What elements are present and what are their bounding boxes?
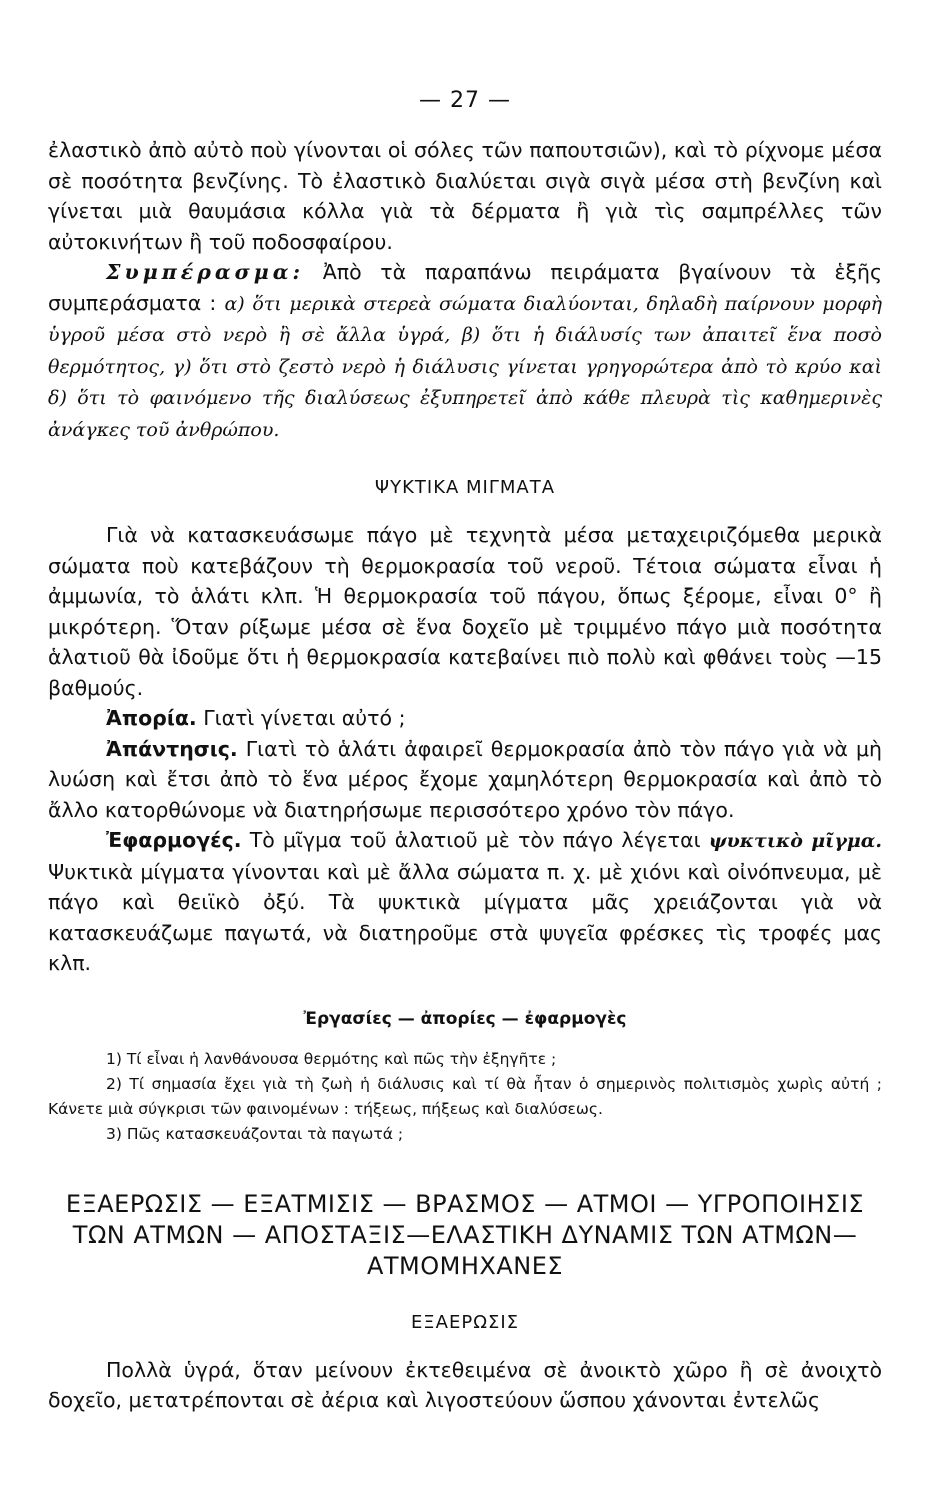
applications-text-1: Τὸ μῖγμα τοῦ ἁλατιοῦ μὲ τὸν πάγο λέγεται	[241, 828, 709, 852]
conclusion-text: Ἀπὸ τὰ παραπάνω πειράματα βγαίνουν τὰ ἑξῆς συμπεράσματα :	[48, 260, 882, 315]
paragraph-rubber-glue: ἐλαστικὸ ἀπὸ αὐτὸ ποὺ γίνονται οἱ σόλες τῶν παπουτσιῶν), καὶ τὸ ρίχνομε μέσα σὲ ποσότητα βενζίνης. Τὸ ἐλαστικὸ διαλύεται σιγὰ σιγὰ μέσα στὴ βενζίνη καὶ γίνεται μιὰ θαυμάσια κόλλα γιὰ τὰ δέρματα ἢ γιὰ τὶς σαμπρέλλες τῶν αὐτοκινήτων ἢ τοῦ ποδοσφαίρου.	[48, 138, 882, 254]
applications-term: ψυκτικὸ μῖγμα.	[708, 830, 883, 852]
question-label: Ἀπορία.	[106, 706, 197, 730]
paragraph-answer	[48, 734, 882, 826]
paragraph-evaporation: Πολλὰ ὑγρά, ὅταν μείνουν ἐκτεθειμένα σὲ ἀνοικτὸ χῶρο ἢ σὲ ἀνοιχτὸ δοχεῖο, μετατρέπονται σὲ ἀέρια καὶ λιγοστεύουν ὥσπου χάνονται ἐντελῶς	[48, 1357, 882, 1412]
question-text: Γιατὶ γίνεται αὐτό ;	[196, 706, 406, 730]
answer-label: Ἀπάντησις.	[106, 736, 238, 761]
heading-evaporation: ΕΞΑΕΡΩΣΙΣ	[410, 1311, 520, 1333]
paragraph-conclusion	[48, 257, 882, 445]
exercise-item-2: 2) Τί σημασία ἔχει γιὰ τὴ ζωὴ ἡ διάλυσις καὶ τί θὰ ἦταν ὁ σημερινὸς πολιτισμὸς χωρὶς αὐτή ; Κάνετε μιὰ σύγκρισι τῶν φαινομένων : τήξεως, πήξεως καὶ διαλύσεως.	[48, 1074, 882, 1118]
heading-cooling-mixtures: ΨΥΚΤΙΚΑ ΜΙΓΜΑΤΑ	[374, 477, 556, 498]
answer-text: Γιατὶ τὸ ἁλάτι ἀφαιρεῖ θερμοκρασία ἀπὸ τὸν πάγο γιὰ νὰ μὴ λυώση καὶ ἔτσι ἀπὸ τὸ ἕνα μέρος ἔχομε χαμηλότερη θερμοκρασία καὶ ἀπὸ τὸ ἄλλο κατορθώνομε νὰ διατηρήσωμε περισσότερο χρόνο τὸν πάγο.	[48, 736, 882, 822]
page-number: — 27 —	[419, 88, 511, 113]
conclusion-label: Συμπέρασμα:	[106, 260, 305, 284]
conclusion-italic: α) ὅτι μερικὰ στερεὰ σώματα διαλύονται, δηλαδὴ παίρνουν μορφὴ ὑγροῦ μέσα στὸ νερὸ ἢ σὲ ἄλλα ὑγρά, β) ὅτι ἡ διάλυσίς των ἀπαιτεῖ ἕνα ποσὸ θερμότητος, γ) ὅτι στὸ ζεστὸ νερὸ ἡ διάλυσις γίνεται γρηγορώτερα ἀπὸ τὸ κρύο καὶ δ) ὅτι τὸ φαινόμενο τῆς διαλύσεως ἐξυπηρετεῖ ἀπὸ κάθε πλευρὰ τὶς καθημερινὲς ἀνάγκες τοῦ ἀνθρώπου.	[48, 292, 882, 441]
paragraph-applications	[48, 825, 882, 979]
applications-text-2: Ψυκτικὰ μίγματα γίνονται καὶ μὲ ἄλλα σώματα π. χ. μὲ χιόνι καὶ οἰνόπνευμα, μὲ πάγο καὶ θειϊκὸ ὀξύ. Τὰ ψυκτικὰ μίγματα μᾶς χρειάζονται γιὰ νὰ κατασκευάζωμε παγωτά, νὰ διατηροῦμε στὰ ψυγεῖα φρέσκες τὶς τροφές μας κλπ.	[48, 859, 882, 975]
applications-label: Ἐφαρμογές.	[106, 828, 242, 852]
paragraph-cooling-mixtures: Γιὰ νὰ κατασκευάσωμε πάγο μὲ τεχνητὰ μέσα μεταχειριζόμεθα μερικὰ σώματα ποὺ κατεβάζουν τὴ θερμοκρασία τοῦ νεροῦ. Τέτοια σώματα εἶναι ἡ ἀμμωνία, τὸ ἁλάτι κλπ. Ἡ θερμοκρασία τοῦ πάγου, ὅπως ξέρομε, εἶναι 0° ἢ μικρότερη. Ὅταν ρίξωμε μέσα σὲ ἕνα δοχεῖο μὲ τριμμένο πάγο μιὰ ποσότητα ἁλατιοῦ θὰ ἰδοῦμε ὅτι ἡ θερμοκρασία κατεβαίνει πιὸ πολὺ καὶ φθάνει τοὺς —15 βαθμούς.	[48, 523, 882, 700]
exercise-item-1: 1) Τί εἶναι ἡ λανθάνουσα θερμότης καὶ πῶς τὴν ἐξηγῆτε ;	[106, 1049, 557, 1068]
exercise-item-3: 3) Πῶς κατασκευάζονται τὰ παγωτά ;	[106, 1124, 404, 1143]
exercises-title: Ἐργασίες — ἀπορίες — ἐφαρμογὲς	[303, 1008, 627, 1029]
paragraph-question	[48, 703, 882, 734]
chapter-title: ΕΞΑΕΡΩΣΙΣ — ΕΞΑΤΜΙΣΙΣ — ΒΡΑΣΜΟΣ — ΑΤΜΟΙ — ΥΓΡΟΠΟΙΗΣΙΣ ΤΩΝ ΑΤΜΩΝ — ΑΠΟΣΤΑΞΙΣ—ΕΛΑΣΤΙΚΗ ΔΥΝΑΜΙΣ ΤΩΝ ΑΤΜΩΝ— ΑΤΜΟΜΗΧΑΝΕΣ	[65, 1189, 865, 1280]
